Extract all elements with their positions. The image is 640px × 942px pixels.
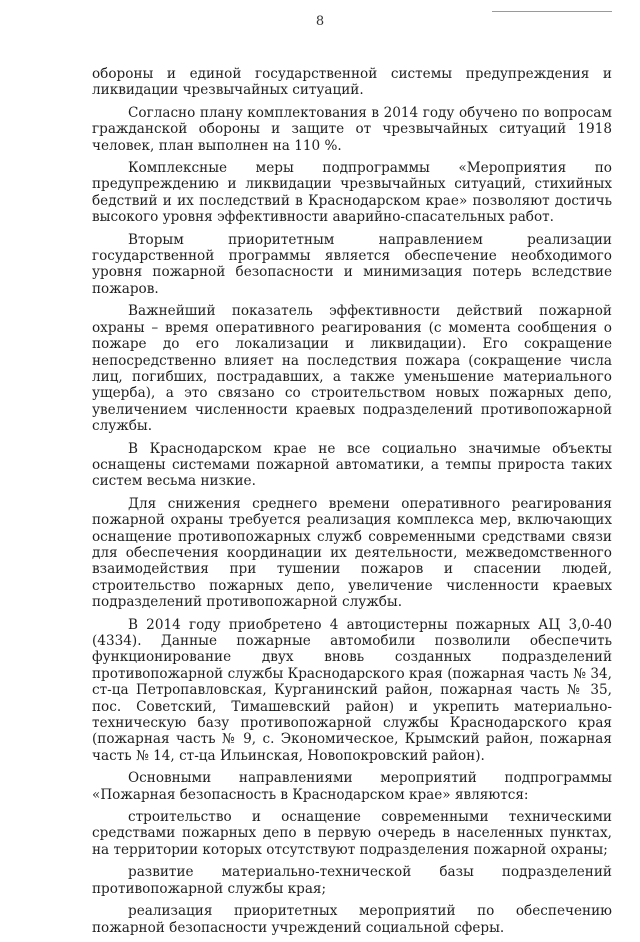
list-item-3: реализация приоритетных мероприятий по обеспечению пожарной безопасности учреждений социальной сферы. xyxy=(92,903,612,936)
paragraph-7: Для снижения среднего времени оперативного реагирования пожарной охраны требуется реализация комплекса мер, включающих оснащение противопожарных служб современными средствами связи для обеспечения координации их деятельности, межведомственного взаимодействия при тушении пожаров и спасении людей, строительство пожарных депо, увеличение численности краевых подразделений противопожарной службы. xyxy=(92,495,612,611)
paragraph-4: Вторым приоритетным направлением реализации государственной программы является обеспечение необходимого уровня пожарной безопасности и минимизация потерь вследствие пожаров. xyxy=(92,231,612,297)
document-body xyxy=(92,66,612,942)
list-item-2: развитие материально-технической базы подразделений противопожарной службы края; xyxy=(92,864,612,897)
paragraph-8: В 2014 году приобретено 4 автоцистерны пожарных АЦ 3,0-40 (4334). Данные пожарные автомобили позволили обеспечить функционирование двух вновь созданных подразделений противопожарной службы Краснодарского края (пожарная часть № 34, ст-ца Петропавловская, Курганинский район, пожарная часть № 35, пос. Советский, Тимашевский район) и укрепить материально-техническую базу противопожарной службы Краснодарского края (пожарная часть № 9, с. Экономическое, Крымский район, пожарная часть № 14, ст-ца Ильинская, Новопокровский район). xyxy=(92,616,612,764)
paragraph-9: Основными направлениями мероприятий подпрограммы «Пожарная безопасность в Краснодарском крае» являются: xyxy=(92,770,612,803)
paragraph-6: В Краснодарском крае не все социально значимые объекты оснащены системами пожарной автоматики, а темпы прироста таких систем весьма низкие. xyxy=(92,440,612,490)
page-number: 8 xyxy=(315,14,325,29)
header-rule xyxy=(492,11,612,12)
paragraph-3: Комплексные меры подпрограммы «Мероприятия по предупреждению и ликвидации чрезвычайных ситуаций, стихийных бедствий и их последствий в Краснодарском крае» позволяют достичь высокого уровня эффективности аварийно-спасательных работ. xyxy=(92,160,612,226)
paragraph-5: Важнейший показатель эффективности действий пожарной охраны – время оперативного реагирования (с момента сообщения о пожаре до его локализации и ликвидации). Его сокращение непосредственно влияет на последствия пожара (сокращение числа лиц, погибших, пострадавших, а также уменьшение материального ущерба), а это связано со строительством новых пожарных депо, увеличением численности краевых подразделений противопожарной службы. xyxy=(92,303,612,435)
paragraph-1: обороны и единой государственной системы предупреждения и ликвидации чрезвычайных ситуаций. xyxy=(92,66,612,99)
list-item-1: строительство и оснащение современными техническими средствами пожарных депо в первую очередь в населенных пунктах, на территории которых отсутствуют подразделения пожарной охраны; xyxy=(92,809,612,858)
paragraph-2: Согласно плану комплектования в 2014 году обучено по вопросам гражданской обороны и защите от чрезвычайных ситуаций 1918 человек, план выполнен на 110 %. xyxy=(92,104,612,154)
